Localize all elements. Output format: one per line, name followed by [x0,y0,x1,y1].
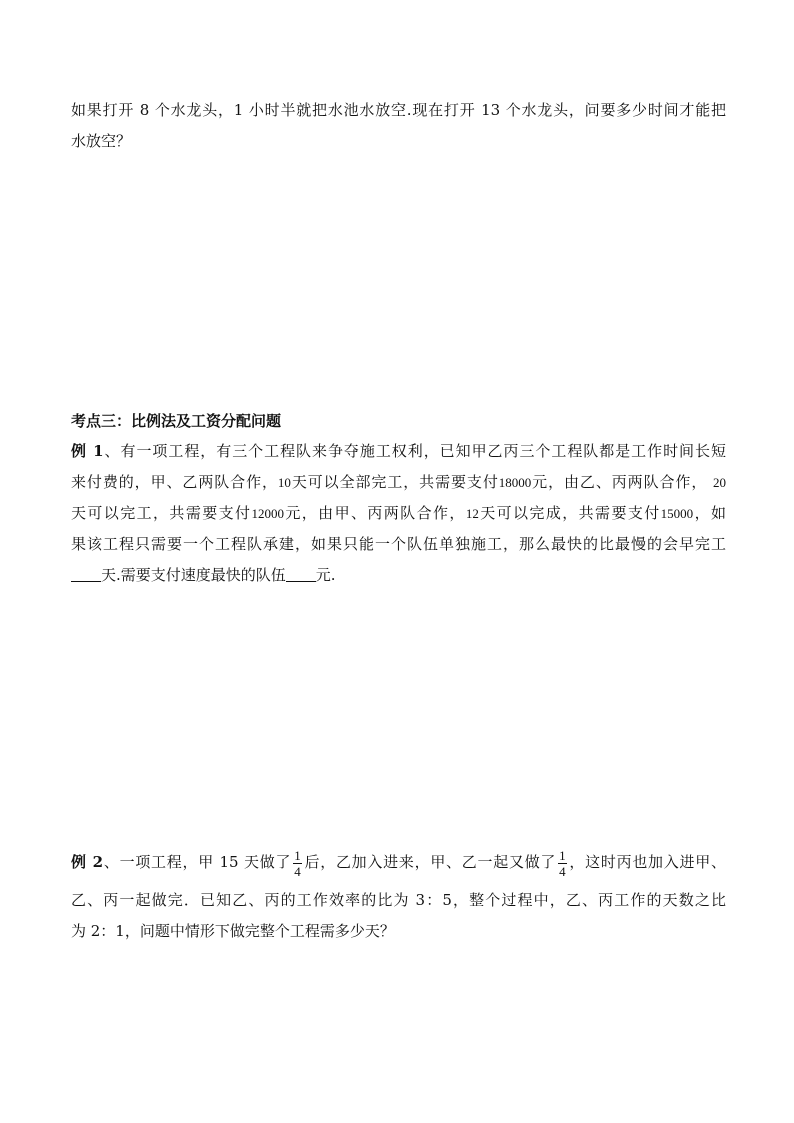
text: 、一项工程，甲 15 天做了 [103,853,292,871]
example-2-line-1 [71,843,726,881]
continuation-line-1: 如果打开 8 个水龙头，1 小时半就把水池水放空.现在打开 13 个水龙头，问要多少时间才能把 [71,101,726,119]
number: 15000 [660,506,694,521]
number: 12 [465,506,479,521]
text: 天可以全部完工，共需要支付 [290,473,499,491]
text: 天.需要支付速度最快的队伍 [101,566,286,584]
number: 12000 [251,506,284,521]
example-2-label: 例 2 [71,853,104,871]
text: ，如 [693,504,726,522]
example-2-line-3: 为 2：1，问题中情形下做完整个工程需多少天？ [71,922,395,940]
example-1-line-3 [71,498,726,529]
section-heading: 考点三：比例法及工资分配问题 [71,412,282,430]
number: 10 [277,475,291,490]
text: 天可以完成，共需要支付 [478,504,661,522]
example-1-text: 、有一项工程，有三个工程队来争夺施工权利，已知甲乙丙三个工程队都是工作时间长短 [103,442,726,460]
example-1-line-4: 果该工程只需要一个工程队承建，如果只能一个队伍单独施工，那么最快的比最慢的会早完工 [71,535,726,553]
fraction-denominator: 4 [294,863,301,879]
continuation-problem [71,95,726,157]
fraction-numerator: 1 [559,847,566,863]
example-1-line-1 [71,436,726,467]
section-3 [71,406,726,437]
fraction-numerator: 1 [294,847,301,863]
fraction-one-quarter [558,849,567,878]
text: 后，乙加入进来，甲、乙一起又做了 [303,853,557,871]
text: 天可以完工，共需要支付 [71,504,252,522]
text: 元，由乙、丙两队合作， [531,473,708,491]
text: 来付费的，甲、乙两队合作， [71,473,278,491]
example-1-line-5 [71,560,726,591]
number: 20 [712,475,726,490]
fraction-denominator: 4 [559,863,566,879]
example-2-line-2: 乙、丙一起做完．已知乙、丙的工作效率的比为 3：5，整个过程中，乙、丙工作的天数之比 [71,891,726,909]
answer-blank-2[interactable] [286,567,316,582]
text: 元. [315,566,336,584]
example-1 [71,436,726,591]
continuation-line-2: 水放空？ [71,132,132,150]
text: ，这时丙也加入进甲、 [568,853,726,871]
example-1-line-2 [71,467,726,498]
example-2 [71,843,726,947]
text: 元，由甲、丙两队合作， [283,504,466,522]
number: 18000 [498,475,532,490]
answer-blank-1[interactable] [71,567,101,582]
fraction-one-quarter [293,849,302,878]
example-1-label: 例 1 [71,442,104,460]
